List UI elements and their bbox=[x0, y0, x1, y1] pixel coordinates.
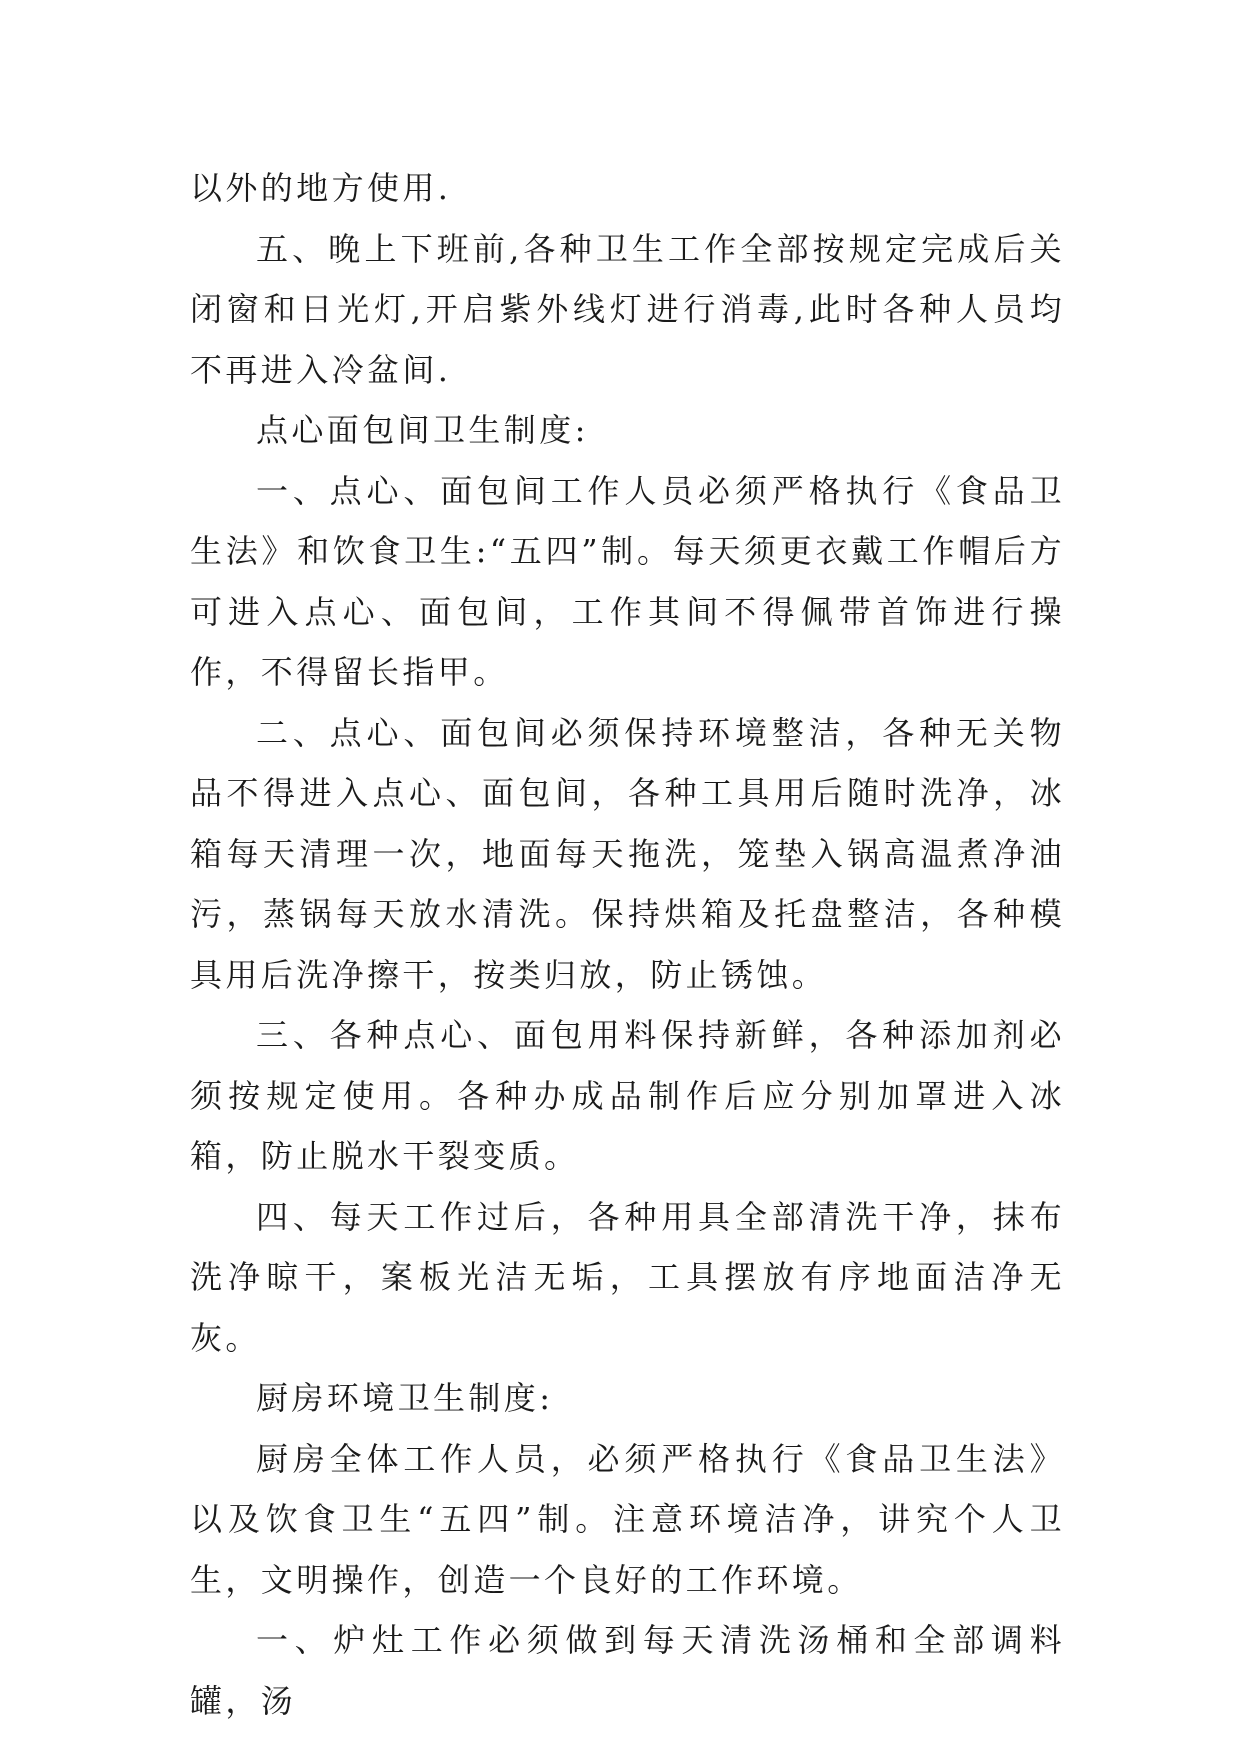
paragraph: 四、每天工作过后，各种用具全部清洗干净，抹布洗净晾干，案板光洁无垢，工具摆放有序地面洁净无灰。 bbox=[190, 1197, 1065, 1357]
paragraph: 厨房全体工作人员，必须严格执行《食品卫生法》以及饮食卫生“五四”制。注意环境洁净，讲究个人卫生，文明操作，创造一个良好的工作环境。 bbox=[190, 1439, 1065, 1599]
section-heading: 点心面包间卫生制度: bbox=[256, 411, 589, 449]
paragraph: 一、炉灶工作必须做到每天清洗汤桶和全部调料罐，汤 bbox=[190, 1621, 1065, 1720]
paragraph: 三、各种点心、面包用料保持新鲜，各种添加剂必须按规定使用。各种办成品制作后应分别加罩进入冰箱，防止脱水干裂变质。 bbox=[190, 1016, 1065, 1175]
paragraph: 以外的地方使用. bbox=[190, 169, 452, 207]
section-heading: 厨房环境卫生制度: bbox=[256, 1379, 554, 1417]
paragraph: 二、点心、面包间必须保持环境整洁，各种无关物品不得进入点心、面包间，各种工具用后随时洗净，冰箱每天清理一次，地面每天拖洗，笼垫入锅高温煮净油污，蒸锅每天放水清洗。保持烘箱及托盘整洁，各种模具用后洗净擦干，按类归放，防止锈蚀。 bbox=[190, 713, 1065, 994]
paragraph: 一、点心、面包间工作人员必须严格执行《食品卫生法》和饮食卫生:“五四”制。每天须更衣戴工作帽后方可进入点心、面包间，工作其间不得佩带首饰进行操作，不得留长指甲。 bbox=[190, 471, 1065, 691]
document-body bbox=[190, 158, 1065, 1731]
paragraph: 五、晚上下班前,各种卫生工作全部按规定完成后关闭窗和日光灯,开启紫外线灯进行消毒,此时各种人员均不再进入冷盆间. bbox=[190, 229, 1065, 389]
